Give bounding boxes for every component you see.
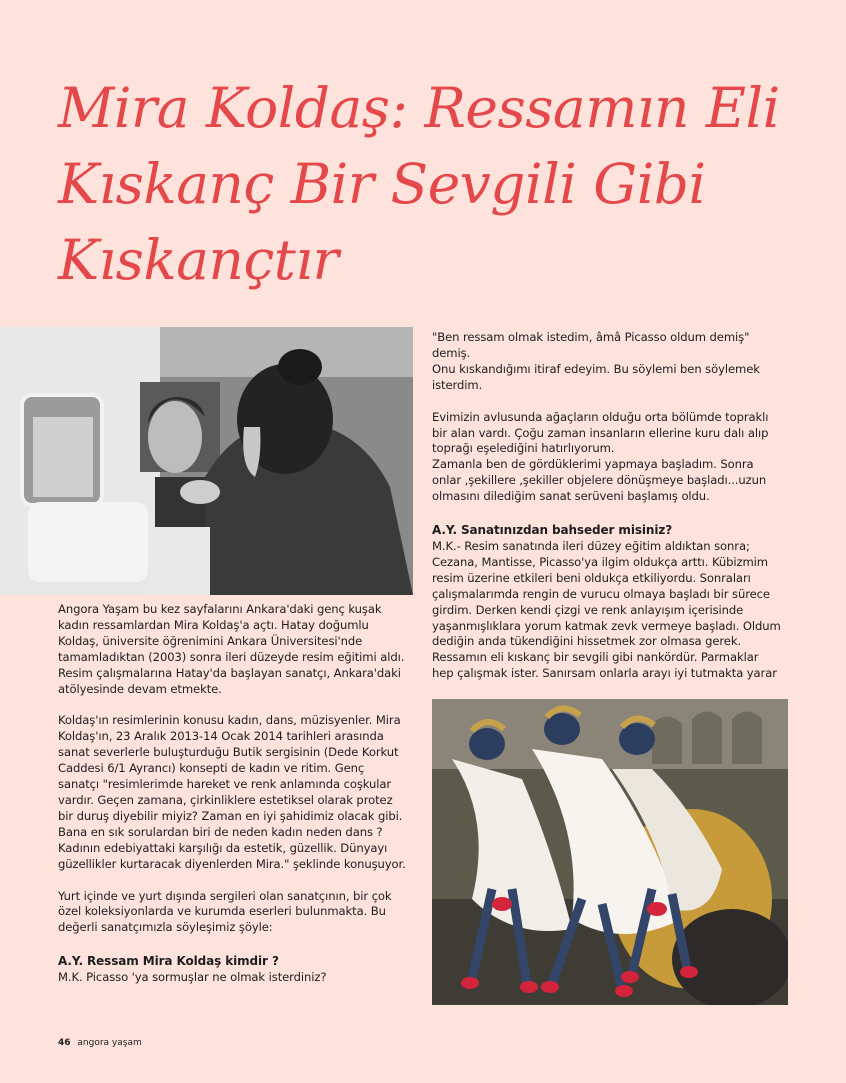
- text-line: kadın ressamlardan Mira Koldaş'a açtı. Hatay doğumlu: [58, 617, 369, 632]
- text-line: dediğin anda tükendiğini hissetmek zor olmasa gerek.: [432, 634, 742, 649]
- paragraph: [432, 410, 788, 505]
- text-line: atölyesinde devam etmekte.: [58, 681, 222, 696]
- text-line: "Ben ressam olmak istedim, âmâ Picasso oldum demiş": [432, 330, 750, 344]
- text-line: resim üzerine etkileri beni oldukça etkiliyordu. Sonraları: [432, 570, 751, 585]
- text-line: Resim çalışmalarına Hatay'da başlayan sanatçı, Ankara'daki: [58, 665, 401, 680]
- title-line: Kıskançtır: [58, 228, 339, 292]
- interview-question: A.Y. Ressam Mira Koldaş kimdir ?: [58, 954, 279, 969]
- title-line: Mira Koldaş: Ressamın Eli: [58, 76, 780, 140]
- text-line: Caddesi 6/1 Ayrancı) konsepti de kadın ve ritim. Genç: [58, 761, 365, 776]
- text-line: sanat severlerle buluşturduğu Butik sergisinin (Dede Korkut: [58, 745, 399, 760]
- text-line: demiş.: [432, 345, 471, 360]
- text-line: Koldaş'ın resimlerinin konusu kadın, dans, müzisyenler. Mira: [58, 713, 401, 728]
- left-column: [58, 602, 414, 986]
- text-line: çalışmalarımda rengin de vurucu olmaya başladı bir sürece: [432, 586, 770, 601]
- text-line: Cezana, Mantisse, Picasso'ya ilgim oldukça arttı. Kübizmim: [432, 554, 769, 569]
- text-line: bir alan vardı. Çoğu zaman insanların ellerine kuru dalı alıp: [432, 425, 769, 440]
- text-line: M.K.- Resim sanatında ileri düzey eğitim aldıktan sonra;: [432, 538, 750, 553]
- text-line: bir duruş diyebilir miyiz? Zaman en iyi şahidimiz olacak gibi.: [58, 808, 403, 823]
- text-line: Angora Yaşam bu kez sayfalarını Ankara'daki genç kuşak: [58, 602, 382, 616]
- title-line: Kıskanç Bir Sevgili Gibi: [58, 152, 706, 216]
- text-line: Zamanla ben de gördüklerimi yapmaya başladım. Sonra: [432, 457, 754, 472]
- article-title: [58, 70, 818, 298]
- text-line: Kadının edebiyattaki karşılığı da estetik, güzellik. Dünyayı: [58, 840, 388, 855]
- paragraph: [58, 889, 414, 937]
- text-line: değerli sanatçımızla söyleşimiz şöyle:: [58, 920, 273, 935]
- text-line: Onu kıskandığımı itiraf edeyim. Bu söylemi ben söylemek: [432, 361, 760, 376]
- interview-answer: M.K. Picasso 'ya sormuşlar ne olmak isterdiniz?: [58, 970, 327, 985]
- paragraph: [58, 602, 414, 697]
- text-line: hep çalışmak ister. Sanırsam onlarla arayı iyi tutmakta yarar: [432, 666, 777, 681]
- text-line: Koldaş'ın, 23 Aralık 2013-14 Ocak 2014 tarihleri arasında: [58, 729, 384, 744]
- text-line: Evimizin avlusunda ağaçların olduğu orta bölümde topraklı: [432, 409, 769, 424]
- text-line: isterdim.: [432, 377, 483, 392]
- paragraph: [432, 330, 788, 394]
- text-line: Koldaş, üniversite öğrenimini Ankara Üniversitesi'nde: [58, 633, 363, 648]
- dancers-painting: [432, 699, 788, 1005]
- text-line: olmasını dilediğim sanat serüveni başlamış oldu.: [432, 489, 710, 504]
- text-line: onlar ,şekillere ,şekiller objelere dönüşmeye başladı...uzun: [432, 473, 767, 488]
- text-line: toprağı eşelediğini hatırlıyorum.: [432, 441, 615, 456]
- page-number: 46: [58, 1038, 71, 1048]
- text-line: özel koleksiyonlarda ve kurumda eserleri bulunmakta. Bu: [58, 904, 386, 919]
- text-line: yaşanmışlıklara yorum katmak zevk vermeye başladı. Oldum: [432, 618, 781, 633]
- right-column: [432, 330, 788, 682]
- text-line: güzellikler kurtaracak diyenlerden Mira." şeklinde konuşuyor.: [58, 856, 406, 871]
- artist-mirror-photo: [0, 327, 413, 595]
- magazine-name: angora yaşam: [77, 1038, 142, 1048]
- text-line: Bana en sık sorulardan biri de neden kadın neden dans ?: [58, 824, 383, 839]
- interview-question: A.Y. Sanatınızdan bahseder misiniz?: [432, 523, 673, 538]
- text-line: Ressamın eli kıskanç bir sevgili gibi nankördür. Parmaklar: [432, 650, 759, 665]
- paragraph: [432, 539, 788, 682]
- paragraph: [58, 713, 414, 872]
- text-line: vardır. Geçen zamana, çirkinliklere estetiksel olarak protez: [58, 792, 393, 807]
- text-line: sanatçı "resimlerimde hareket ve renk anlamında coşkular: [58, 777, 392, 792]
- text-line: girdim. Derken kendi çizgi ve renk anlayışım içerisinde: [432, 602, 744, 617]
- page-footer: [58, 1038, 142, 1048]
- text-line: tamamladıktan (2003) sonra ileri düzeyde resim eğitimi aldı.: [58, 649, 405, 664]
- text-line: Yurt içinde ve yurt dışında sergileri olan sanatçının, bir çok: [58, 888, 392, 903]
